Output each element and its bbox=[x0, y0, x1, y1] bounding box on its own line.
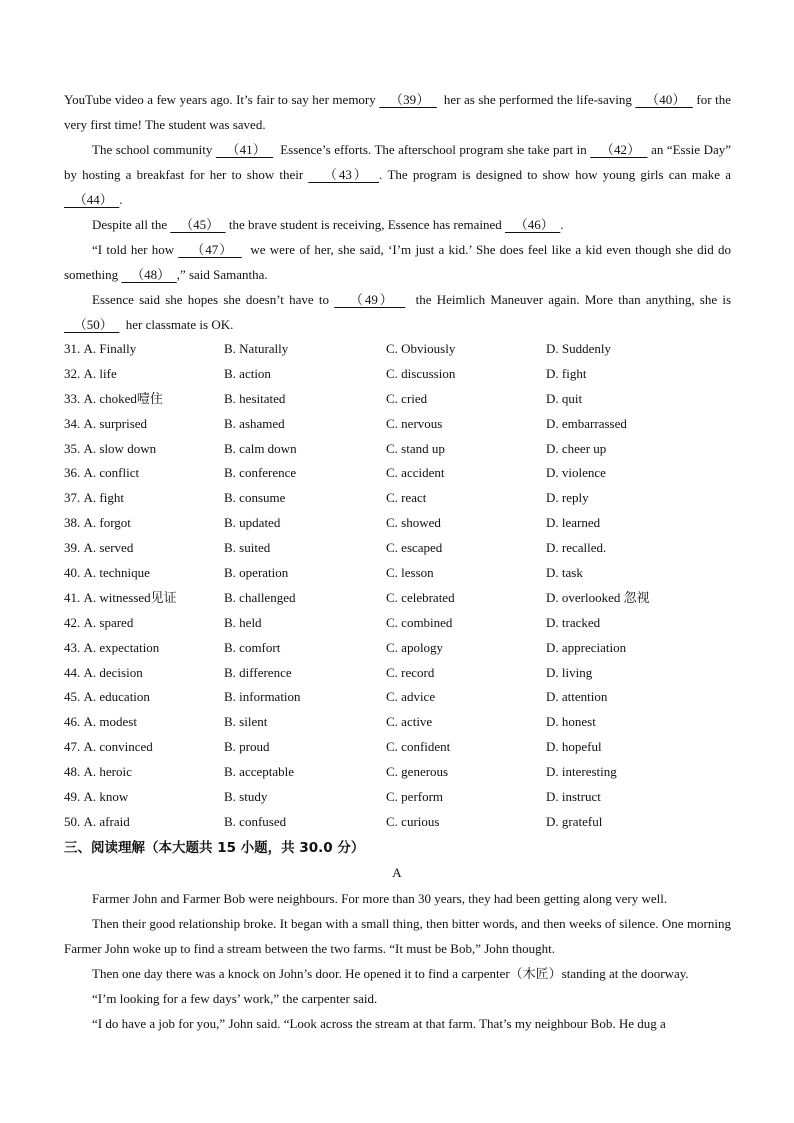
option-a: 47. A. convinced bbox=[64, 739, 153, 755]
text: the Heimlich Maneuver again. More than anything, she is bbox=[415, 292, 732, 307]
option-b: B. hesitated bbox=[224, 390, 286, 406]
text: . The program is designed to show how young girls can make a bbox=[379, 167, 731, 182]
option-a: 48. A. heroic bbox=[64, 764, 132, 780]
reading-paragraph: “I do have a job for you,” John said. “Look across the stream at that farm. That’s my neighbour Bob. He dug a bbox=[92, 1016, 666, 1031]
option-row bbox=[64, 611, 744, 636]
reading-paragraph: Then one day there was a knock on John’s door. He opened it to find a carpenter（木匠）standing at the doorway. bbox=[92, 966, 689, 981]
option-row bbox=[64, 461, 744, 486]
text: . bbox=[119, 192, 123, 207]
option-d: D. appreciation bbox=[546, 639, 627, 655]
blank-45: （45） bbox=[170, 217, 226, 232]
option-b: B. operation bbox=[224, 565, 289, 581]
passage-label: A bbox=[392, 865, 402, 880]
option-b: B. held bbox=[224, 614, 262, 630]
section-title: 三、阅读理解（本大题共 15 小题，共 30.0 分） bbox=[64, 840, 365, 856]
option-b: B. silent bbox=[224, 714, 268, 730]
option-row bbox=[64, 412, 744, 437]
text: her classmate is OK. bbox=[125, 317, 234, 332]
option-row bbox=[64, 362, 744, 387]
option-c: C. nervous bbox=[386, 415, 443, 431]
option-row bbox=[64, 337, 744, 362]
cloze-paragraph-4 bbox=[64, 237, 731, 287]
option-c: C. curious bbox=[386, 813, 440, 829]
text: her as she performed the life-saving bbox=[443, 92, 636, 107]
option-c: C. generous bbox=[386, 764, 449, 780]
text: for the very first time! The student was saved. bbox=[64, 92, 731, 132]
option-b: B. study bbox=[224, 789, 268, 805]
option-row bbox=[64, 561, 744, 586]
cloze-paragraph-5 bbox=[64, 287, 731, 337]
option-row bbox=[64, 586, 744, 611]
text: an “Essie Day” by hosting a breakfast for her to show their bbox=[64, 142, 731, 182]
option-d: D. tracked bbox=[546, 614, 601, 630]
text: The school community bbox=[92, 142, 216, 157]
text: . bbox=[560, 217, 564, 232]
option-b: B. conference bbox=[224, 465, 297, 481]
option-c: C. active bbox=[386, 714, 433, 730]
option-a: 38. A. forgot bbox=[64, 515, 131, 531]
option-d: D. reply bbox=[546, 490, 589, 506]
cloze-paragraph-2 bbox=[64, 137, 731, 212]
option-d: D. honest bbox=[546, 714, 596, 730]
blank-47: （47） bbox=[178, 242, 242, 257]
option-c: C. record bbox=[386, 664, 435, 680]
option-a: 50. A. afraid bbox=[64, 813, 130, 829]
cloze-paragraph-1 bbox=[64, 87, 731, 137]
option-a: 43. A. expectation bbox=[64, 639, 160, 655]
blank-40: （40） bbox=[635, 92, 693, 107]
option-row bbox=[64, 760, 744, 785]
reading-paragraph: Farmer John and Farmer Bob were neighbours. For more than 30 years, they had been getting along very well. bbox=[92, 891, 668, 906]
option-a: 42. A. spared bbox=[64, 614, 134, 630]
option-a: 34. A. surprised bbox=[64, 415, 148, 431]
option-d: D. recalled. bbox=[546, 540, 607, 556]
option-c: C. advice bbox=[386, 689, 436, 705]
option-d: D. interesting bbox=[546, 764, 617, 780]
option-b: B. suited bbox=[224, 540, 271, 556]
option-b: B. Naturally bbox=[224, 341, 289, 356]
option-c: C. accident bbox=[386, 465, 445, 481]
option-c: C. Obviously bbox=[386, 341, 456, 356]
option-c: C. cried bbox=[386, 390, 428, 406]
text: ,” said Samantha. bbox=[176, 267, 268, 282]
blank-48: （48） bbox=[121, 267, 177, 282]
option-d: D. fight bbox=[546, 365, 587, 381]
option-a: 35. A. slow down bbox=[64, 440, 157, 456]
option-c: C. showed bbox=[386, 515, 441, 531]
blank-46: （46） bbox=[505, 217, 561, 232]
option-b: B. difference bbox=[224, 664, 292, 680]
option-b: B. proud bbox=[224, 739, 270, 755]
option-c: C. celebrated bbox=[386, 589, 455, 605]
option-c: C. react bbox=[386, 490, 427, 506]
option-a: 32. A. life bbox=[64, 365, 117, 381]
option-b: B. updated bbox=[224, 515, 281, 531]
option-row bbox=[64, 785, 744, 810]
option-row bbox=[64, 636, 744, 661]
option-d: D. hopeful bbox=[546, 739, 602, 755]
option-c: C. escaped bbox=[386, 540, 443, 556]
option-b: B. consume bbox=[224, 490, 286, 506]
option-b: B. action bbox=[224, 365, 271, 381]
option-d: D. overlooked 忽视 bbox=[546, 589, 650, 605]
option-row bbox=[64, 810, 744, 835]
option-a: 41. A. witnessed见证 bbox=[64, 589, 177, 605]
option-a: 40. A. technique bbox=[64, 565, 150, 581]
blank-49: （49） bbox=[334, 292, 406, 307]
option-a: 36. A. conflict bbox=[64, 465, 140, 481]
option-d: D. learned bbox=[546, 515, 601, 531]
option-row bbox=[64, 661, 744, 686]
option-c: C. perform bbox=[386, 789, 444, 805]
blank-43: （43） bbox=[308, 167, 380, 182]
option-d: D. Suddenly bbox=[546, 341, 611, 356]
cloze-paragraph-3 bbox=[64, 212, 731, 237]
option-row bbox=[64, 536, 744, 561]
blank-50: （50） bbox=[64, 317, 120, 332]
option-row bbox=[64, 685, 744, 710]
text: Essence said she hopes she doesn’t have to bbox=[92, 292, 335, 307]
blank-42: （42） bbox=[590, 142, 648, 157]
option-d: D. grateful bbox=[546, 813, 603, 829]
option-a: 37. A. fight bbox=[64, 490, 124, 506]
option-b: B. confused bbox=[224, 813, 287, 829]
option-c: C. confident bbox=[386, 739, 451, 755]
option-d: D. instruct bbox=[546, 789, 601, 805]
text: “I told her how bbox=[92, 242, 179, 257]
option-c: C. combined bbox=[386, 614, 453, 630]
option-d: D. attention bbox=[546, 689, 608, 705]
option-b: B. information bbox=[224, 689, 301, 705]
text: Essence’s efforts. The afterschool program she take part in bbox=[280, 142, 591, 157]
option-b: B. challenged bbox=[224, 589, 296, 605]
option-row bbox=[64, 735, 744, 760]
text: Despite all the bbox=[92, 217, 171, 232]
reading-paragraph: “I’m looking for a few days’ work,” the carpenter said. bbox=[92, 991, 378, 1006]
answer-options-list bbox=[64, 337, 744, 835]
option-c: C. apology bbox=[386, 639, 444, 655]
reading-paragraph: Then their good relationship broke. It began with a small thing, then bitter words, and then weeks of silence. One morning Farmer John woke up to find a stream between the two farms. “It must be Bob,” John thought. bbox=[64, 916, 731, 956]
option-a: 45. A. education bbox=[64, 689, 150, 705]
blank-41: （41） bbox=[215, 142, 274, 157]
text: we were of her, she said, ‘I’m just a kid.’ She does feel like a kid even though she did do something bbox=[64, 242, 732, 282]
option-b: B. calm down bbox=[224, 440, 297, 456]
option-c: C. stand up bbox=[386, 440, 445, 456]
option-d: D. living bbox=[546, 664, 593, 680]
option-c: C. discussion bbox=[386, 365, 456, 381]
option-a: 33. A. choked噎住 bbox=[64, 390, 163, 406]
blank-44: （44） bbox=[64, 192, 120, 207]
text: the brave student is receiving, Essence has remained bbox=[228, 217, 506, 232]
option-d: D. task bbox=[546, 565, 583, 581]
option-d: D. quit bbox=[546, 390, 583, 406]
option-b: B. comfort bbox=[224, 639, 281, 655]
option-d: D. cheer up bbox=[546, 440, 607, 456]
option-a: 39. A. served bbox=[64, 540, 134, 556]
option-row bbox=[64, 486, 744, 511]
option-a: 46. A. modest bbox=[64, 714, 137, 730]
option-d: D. embarrassed bbox=[546, 415, 627, 431]
option-row bbox=[64, 710, 744, 735]
option-row bbox=[64, 387, 744, 412]
blank-39: （39） bbox=[379, 92, 437, 107]
text: YouTube video a few years ago. It’s fair to say her memory bbox=[64, 92, 380, 107]
option-c: C. lesson bbox=[386, 565, 434, 581]
option-a: 49. A. know bbox=[64, 789, 129, 805]
option-b: B. acceptable bbox=[224, 764, 295, 780]
option-a: 44. A. decision bbox=[64, 664, 143, 680]
option-d: D. violence bbox=[546, 465, 606, 481]
option-row bbox=[64, 511, 744, 536]
option-row bbox=[64, 437, 744, 462]
option-a: 31. A. Finally bbox=[64, 341, 137, 356]
option-b: B. ashamed bbox=[224, 415, 285, 431]
